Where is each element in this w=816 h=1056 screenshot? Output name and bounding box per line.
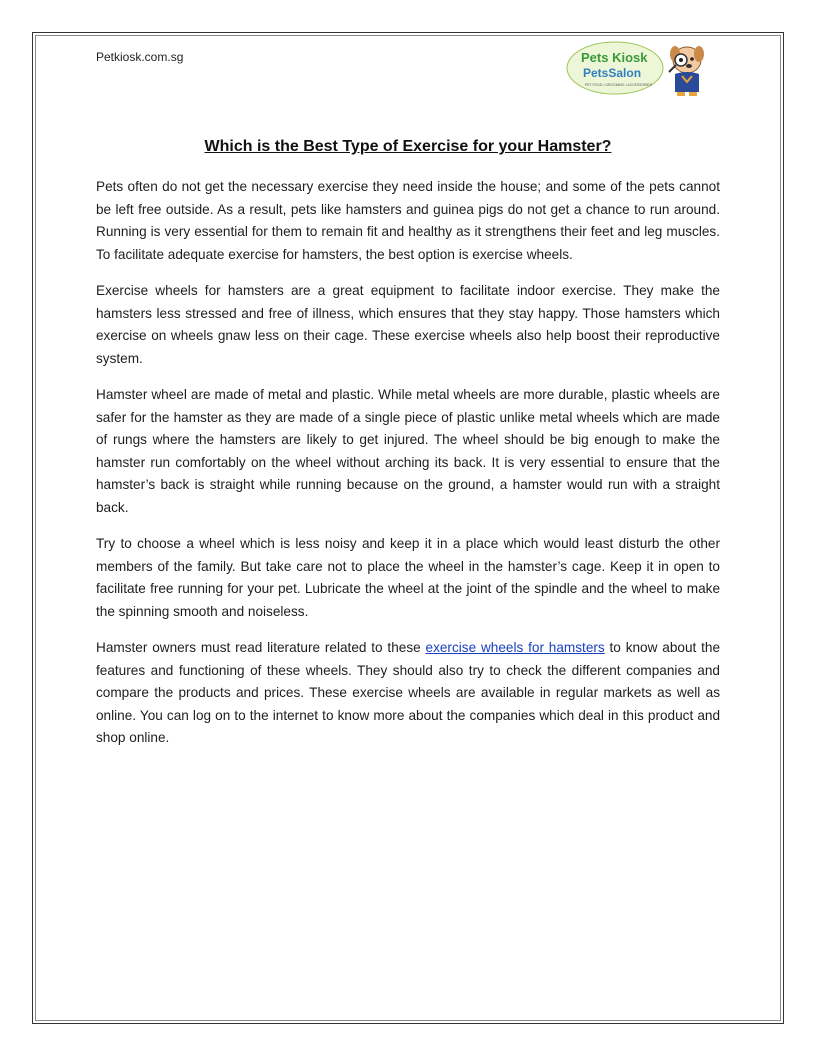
paragraph-1: Pets often do not get the necessary exercise they need inside the house; and some of the pets cannot be left free outside. As a result, pets like hamsters and guinea pigs do not get a chance to run around. Running is very essential for them to remain fit and healthy as it strengthens their feet and leg muscles. To facilitate adequate exercise for hamsters, the best option is exercise wheels.	[96, 179, 720, 262]
paragraph-2: Exercise wheels for hamsters are a great equipment to facilitate indoor exercise. They make the hamsters less stressed and free of illness, which ensures that they stay happy. Those hamsters which exercise on wheels gnaw less on their cage. These exercise wheels also help boost their reproductive system.	[96, 283, 720, 366]
header-site-name: Petkiosk.com.sg	[96, 50, 184, 64]
paragraph-3: Hamster wheel are made of metal and plastic. While metal wheels are more durable, plastic wheels are safer for the hamster as they are made of a single piece of plastic unlike metal wheels which are made of rungs where the hamsters are likely to get injured. The wheel should be big enough to make the hamster run comfortably on the wheel without arching its back. It is very essential to ensure that the hamster’s back is straight while running because on the ground, a hamster would run with a straight back.	[96, 387, 720, 515]
logo-tagline: PET FOOD • GROOMING • ACCESSORIES	[585, 83, 652, 87]
article-body	[96, 176, 720, 764]
paragraph-5-before-link: Hamster owners must read literature related to these	[96, 640, 426, 655]
paragraph-5-after-link: to know about the features and functioning of these wheels. They should also try to check the different companies and compare the products and prices. These exercise wheels are available in regular markets as well as online. You can log on to the internet to know more about the companies which deal in this product and shop online.	[96, 640, 721, 745]
paragraph-4: Try to choose a wheel which is less noisy and keep it in a place which would least disturb the other members of the family. But take care not to place the wheel in the hamster’s cage. Keep it in open to facilitate free running for your pet. Lubricate the wheel at the joint of the spindle and the wheel to make the spinning smooth and noiseless.	[96, 536, 720, 619]
paragraph-5	[96, 637, 720, 750]
logo-brand-line2: PetsSalon	[583, 66, 642, 80]
dog-mascot-with-magnifier-icon	[669, 46, 704, 96]
pets-kiosk-logo	[565, 38, 710, 98]
logo-brand-line1: Pets Kiosk	[581, 50, 648, 65]
exercise-wheels-link[interactable]: exercise wheels for hamsters	[425, 640, 605, 655]
article-title: Which is the Best Type of Exercise for your Hamster?	[204, 138, 612, 155]
